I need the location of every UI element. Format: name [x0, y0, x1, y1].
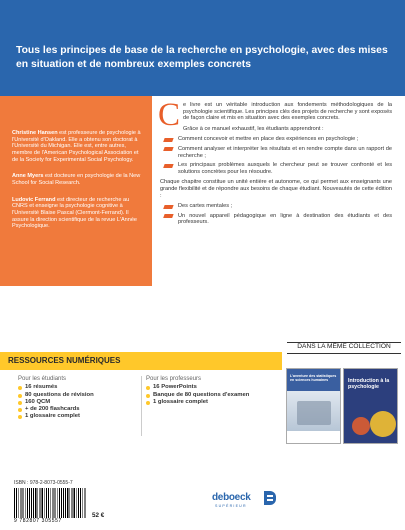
list-item: 16 résumés: [18, 384, 138, 391]
intro-text: e livre est un véritable introduction aux fondements méthodologiques de la psychologie scientifique. Les principes clés des projets de recherche y sont exposés de façon claire et mis en situation avec des exemples concrets.: [183, 102, 392, 122]
list-item: Banque de 80 questions d'examen: [146, 392, 266, 399]
collection-label: DANS LA MÊME COLLECTION: [287, 342, 401, 351]
author-bio-2: [12, 173, 146, 186]
book-title: Introduction à la psychologie: [348, 378, 390, 390]
top-band: [0, 0, 405, 96]
teachers-resources: [146, 376, 266, 406]
author-bio-1: [12, 130, 146, 163]
cover-decoration: [352, 417, 370, 435]
publisher-mark-icon: [264, 491, 276, 505]
list-item: 1 glossaire complet: [146, 399, 266, 406]
list-item: 1 glossaire complet: [18, 413, 138, 420]
description-chapters: Chaque chapitre constitue un unité entière et autonome, ce qui permet aux enseignants une grande flexibilité et de répondre aux besoins de chaque étudiant. Nouveautés de cette édition :: [160, 179, 392, 199]
learn-list: [160, 136, 392, 175]
list-item: 80 questions de révision: [18, 392, 138, 399]
list-item: Un nouvel appareil pédagogique en ligne à destination des étudiants et des professeurs.: [172, 213, 392, 226]
students-list: [18, 384, 138, 420]
publisher-name: deboeck: [212, 492, 251, 503]
author-bio-text: est professeure de psychologie à l'Université d'Oakland. Elle a obtenu son doctorat à l'Université du Michigan. Elle est, entre autres, membre de l'American Psychological Association et de la Society for Experimental Social Psychology.: [12, 130, 141, 163]
list-item: Les principaux problèmes auxquels le chercheur peut se trouver confronté et les solutions concrètes pour les résoudre.: [172, 162, 392, 175]
students-heading: Pour les étudiants: [18, 376, 67, 382]
author-name: Christine Hansen: [12, 130, 58, 136]
author-bio-3: [12, 197, 146, 230]
price: 52 €: [92, 512, 105, 519]
author-bio-text: est docteure en psychologie de la New School for Social Research.: [12, 173, 141, 186]
list-item: Comment analyser et interpréter les résultats et en rendre compte dans un rapport de recherche ;: [172, 146, 392, 159]
resources-title: RESSOURCES NUMÉRIQUES: [8, 356, 121, 365]
author-bio-text: est directeur de recherche au CNRS et enseigne la psychologie cognitive à l'Université Blaise Pascal (Clermont-Ferrand). Il assure la direction scientifique de la revue L'Année Psychologique.: [12, 196, 138, 230]
cover-image: [287, 391, 340, 431]
list-item: + de 200 flashcards: [18, 406, 138, 413]
book-cover-psychology: [343, 368, 398, 444]
author-name: Anne Myers: [12, 173, 44, 180]
book-cover-statistics: [286, 368, 341, 444]
teachers-heading: Pour les professeurs: [146, 376, 202, 382]
students-resources: [18, 376, 138, 421]
list-item: 160 QCM: [18, 399, 138, 406]
collection-rule: [287, 353, 401, 354]
same-collection: [287, 342, 401, 354]
cover-decoration: [370, 411, 396, 437]
list-item: 16 PowerPoints: [146, 384, 266, 391]
list-item: Des cartes mentales ;: [172, 203, 392, 210]
teachers-list: [146, 384, 266, 406]
dropcap: C: [158, 97, 181, 133]
new-features-list: [160, 203, 392, 226]
publisher-sub: SUPÉRIEUR: [215, 504, 247, 508]
author-panel: [0, 96, 152, 286]
isbn: ISBN : 978-2-8073-0555-7: [14, 480, 73, 486]
column-divider: [141, 376, 142, 436]
book-description: [158, 97, 392, 230]
resources-band: [0, 352, 282, 370]
description-lead: Grâce à ce manuel exhaustif, les étudiants apprendront :: [183, 125, 324, 132]
tagline: Tous les principes de base de la recherche en psychologie, avec des mises en situation et de nombreux exemples concrets: [16, 45, 388, 70]
barcode-icon: [14, 488, 86, 518]
list-item: Comment concevoir et mettre en place des expériences en psychologie ;: [172, 136, 392, 143]
book-title: L'aventure des statistiques en sciences humaines: [290, 374, 337, 383]
author-name: Ludovic Ferrand: [12, 196, 56, 203]
barcode-digits: 9 782807 305557: [14, 518, 86, 524]
publisher-logo: [212, 488, 292, 512]
